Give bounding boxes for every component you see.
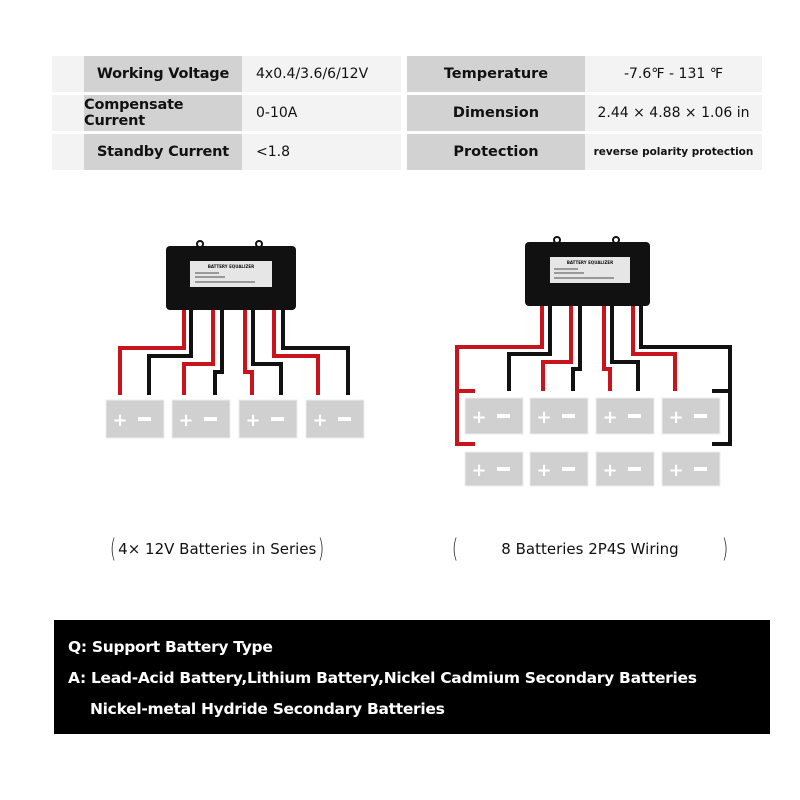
spec-value: -7.6℉ - 131 ℉: [585, 56, 762, 92]
battery-icon: [662, 398, 720, 434]
svg-text:+: +: [668, 460, 684, 481]
spec-row-working-voltage: [52, 56, 762, 92]
spec-label: Protection: [407, 134, 585, 170]
battery-equalizer-device: [525, 237, 650, 306]
spec-value: 0-10A: [242, 95, 401, 131]
qa-answer-line-2: Nickel-metal Hydride Secondary Batteries: [90, 700, 445, 718]
battery-icon: [596, 452, 654, 486]
spec-label: Standby Current: [84, 134, 242, 170]
battery-icon: [596, 398, 654, 434]
svg-text:+: +: [112, 410, 128, 431]
spec-value: reverse polarity protection: [585, 134, 762, 170]
spec-row-compensate-current: [52, 95, 762, 131]
svg-text:+: +: [471, 407, 487, 428]
spec-row-standby-current: [52, 134, 762, 170]
battery-row: [106, 400, 364, 438]
svg-text:+: +: [312, 410, 328, 431]
battery-equalizer-device: [166, 241, 296, 310]
svg-text:+: +: [536, 460, 552, 481]
svg-text:+: +: [602, 407, 618, 428]
series-wiring-diagram: [100, 230, 370, 450]
spec-value: 4x0.4/3.6/6/12V: [242, 56, 401, 92]
svg-text:+: +: [602, 460, 618, 481]
svg-text:BATTERY EQUALIZER: BATTERY EQUALIZER: [566, 260, 614, 265]
battery-row-bottom: [465, 452, 720, 486]
qa-answer-line-1: A: Lead-Acid Battery,Lithium Battery,Nickel Cadmium Secondary Batteries: [68, 669, 697, 687]
svg-text:BATTERY EQUALIZER: BATTERY EQUALIZER: [207, 264, 255, 269]
spec-value: <1.8: [242, 134, 401, 170]
battery-icon: [306, 400, 364, 438]
spec-label: Temperature: [407, 56, 585, 92]
battery-icon: [465, 398, 523, 434]
battery-icon: [530, 452, 588, 486]
qa-block: [54, 620, 770, 734]
spec-label: Working Voltage: [84, 56, 242, 92]
series-caption: ( 4× 12V Batteries in Series ): [110, 534, 325, 564]
spec-label: Dimension: [407, 95, 585, 131]
battery-icon: [662, 452, 720, 486]
spec-value: 2.44 × 4.88 × 1.06 in: [585, 95, 762, 131]
svg-text:+: +: [536, 407, 552, 428]
battery-icon: [239, 400, 297, 438]
qa-question: Q: Support Battery Type: [68, 638, 273, 656]
2p4s-wiring-diagram: [440, 230, 740, 500]
spec-table: [52, 56, 762, 173]
battery-row-top: [465, 398, 720, 434]
battery-icon: [465, 452, 523, 486]
spec-label: Compensate Current: [84, 95, 242, 131]
battery-icon: [106, 400, 164, 438]
2p4s-caption: ( 8 Batteries 2P4S Wiring ): [452, 534, 728, 564]
svg-text:+: +: [178, 410, 194, 431]
battery-icon: [172, 400, 230, 438]
svg-text:+: +: [668, 407, 684, 428]
svg-text:+: +: [471, 460, 487, 481]
svg-text:+: +: [245, 410, 261, 431]
battery-icon: [530, 398, 588, 434]
